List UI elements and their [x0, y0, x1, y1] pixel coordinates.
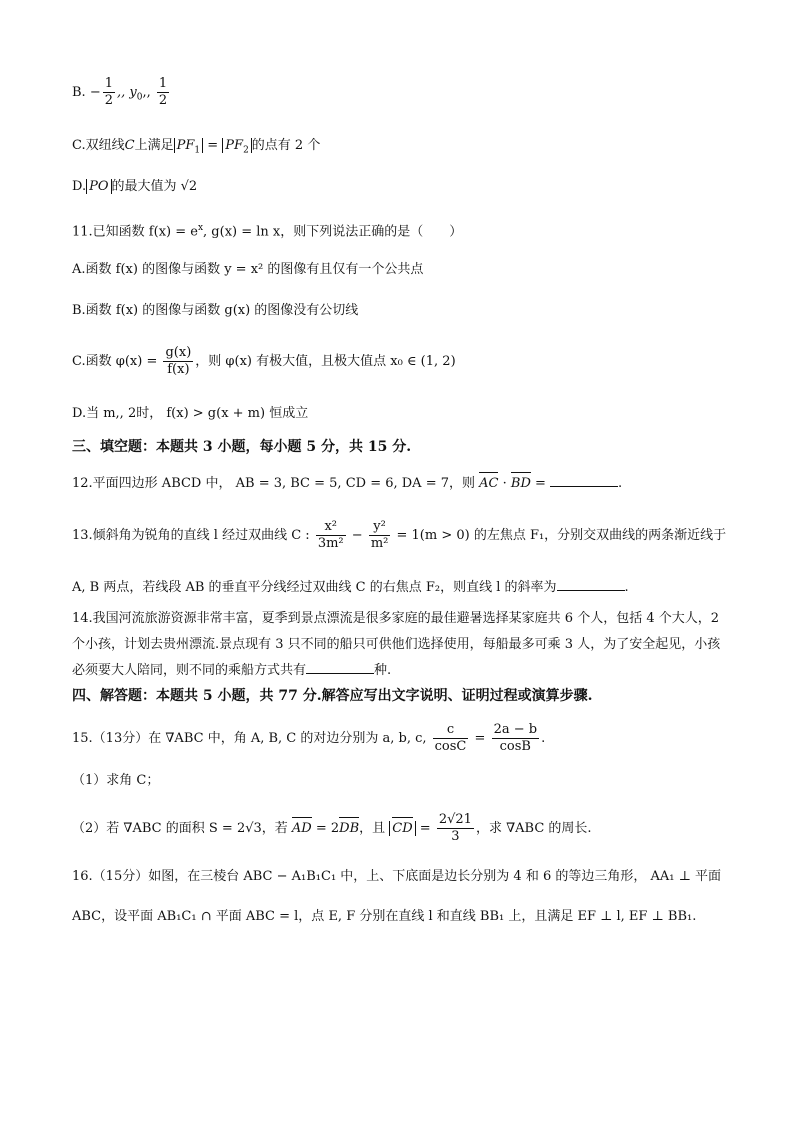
fraction: $\frac{2√21}{3}$ — [438, 812, 472, 844]
option-d: D. PO 的最大值为 √2 — [72, 179, 198, 194]
option-c: C.双纽线C上满足 $PF_1 = PF_2$ 的点有 2 个 — [72, 138, 321, 156]
fraction: $\frac{g(x)}{f(x)}$ — [165, 345, 192, 377]
abs-pf2: $PF_2$ — [222, 138, 252, 153]
abs-pf1: $PF_1$ — [174, 138, 204, 153]
question-14: 14.我国河流旅游资源非常丰富，夏季到景点漂流是很多家庭的最佳避暑选择某家庭共 6 个人，包括 4 个大人，2 个小孩，计划去贵州漂流.景点现有 3 只不同的船只可供他们选择使用，每船最多可乘 3 人，为了安全起见，小孩必须要大人陪同，则不同的乘船方式共有 种. — [72, 611, 721, 678]
question-13-line-2: A, B 两点，若线段 AB 的垂直平分线经过双曲线 C 的右焦点 F₂，则直线 l 的斜率为 . — [72, 580, 629, 595]
question-11-option-d: D.当 m,, 2时， f(x) > g(x + m) 恒成立 — [72, 406, 309, 421]
section-4-heading: 四、解答题：本题共 5 小题，共 77 分.解答应写出文字说明、证明过程或演算步骤. — [72, 688, 593, 704]
answer-blank[interactable] — [306, 661, 374, 674]
section-3-heading: 三、填空题：本题共 3 小题，每小题 5 分，共 15 分. — [72, 439, 412, 455]
question-15-stem: 15.（13分）在 ∇ABC 中，角 A, B, C 的对边分别为 a, b, c, $\frac{c}{\cos C}$ = $\frac{2a - b}{\cos B}$ . — [72, 722, 546, 754]
fraction: $\frac{1}{2}$ — [104, 76, 113, 108]
question-15-part-2: （2）若 ∇ABC 的面积 S = 2√3，若 AD = 2DB，且 CD = $\frac{2√21}{3}$ ，求 ∇ABC 的周长. — [72, 812, 592, 844]
fraction: $\frac{2a - b}{\cos B}$ — [493, 722, 538, 754]
fraction: $\frac{c}{\cos C}$ — [434, 722, 467, 754]
question-11-option-c: C.函数 φ(x) = $\frac{g(x)}{f(x)}$ ，则 φ(x) 有极大值，且极大值点 x₀ ∈ (1, 2) — [72, 345, 456, 377]
question-16-line-2: ABC，设平面 AB₁C₁ ∩ 平面 ABC = l，点 E, F 分别在直线 l 和直线 BB₁ 上，且满足 EF ⊥ l, EF ⊥ BB₁. — [72, 909, 697, 924]
question-16-line-1: 16.（15分）如图，在三棱台 ABC − A₁B₁C₁ 中，上、下底面是边长分别为 4 和 6 的等边三角形， AA₁ ⊥ 平面 — [72, 869, 721, 884]
answer-blank[interactable] — [550, 474, 618, 487]
question-11-option-a: A.函数 f(x) 的图像与函数 y = x² 的图像有且仅有一个公共点 — [72, 262, 424, 277]
question-11-option-b: B.函数 f(x) 的图像与函数 g(x) 的图像没有公切线 — [72, 303, 359, 318]
option-b-label: B. − — [72, 85, 101, 100]
fraction: $\frac{\text{x²}}{\text{3m²}}$ — [317, 519, 344, 551]
question-15-part-1: （1）求角 C； — [72, 773, 160, 788]
fraction: $\frac{\text{y²}}{\text{m²}}$ — [370, 519, 389, 551]
question-13-line-1: 13.倾斜角为锐角的直线 l 经过双曲线 C : $\frac{\text{x²}}{\text{3m²}}$ − $\frac{\text{y²}}{\text{m²}}$ = 1(m > 0) 的左焦点 F₁，分别交双曲线的两条渐近线于 — [72, 519, 727, 551]
fraction: $\frac{1}{2}$ — [158, 76, 168, 108]
option-b: B. − $\frac{1}{2}$ ,, $y_0$,, $\frac{1}{2}$ — [72, 76, 168, 108]
question-12: 12.平面四边形 ABCD 中， AB = 3, BC = 5, CD = 6, DA = 7，则 AC · BD = . — [72, 476, 623, 491]
answer-blank[interactable] — [557, 578, 625, 591]
question-11-stem: 11.已知函数 $f(x) = e^x$, g(x) = ln x，则下列说法正确的是（ ） — [72, 223, 463, 240]
